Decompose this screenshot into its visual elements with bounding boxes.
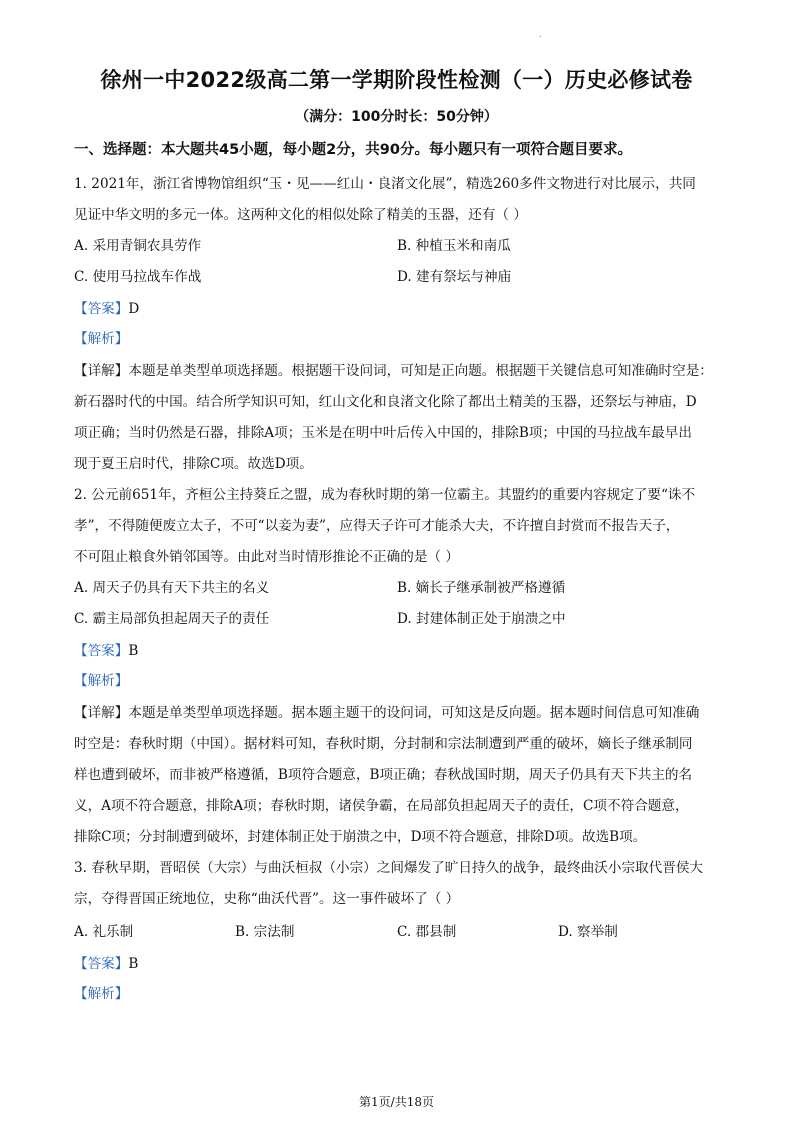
q3-option-c: C. 郡县制 <box>397 924 457 940</box>
q2-answer-label: 答案 <box>87 643 115 659</box>
page-footer: 第1页/共18页 <box>359 1095 434 1109</box>
q3-stem-line-1: 3. 春秋早期，晋昭侯（大宗）与曲沃桓叔（小宗）之间爆发了旷日持久的战争，最终曲沃小宗取代晋侯大 <box>74 860 704 876</box>
q2-answer-bracket-open: 【 <box>74 643 88 659</box>
q2-analysis-bracket-open: 【 <box>74 673 88 689</box>
q1-detail-line-2: 新石器时代的中国。结合所学知识可知，红山文化和良渚文化除了都出土精美的玉器，还祭坛与神庙，D <box>74 394 697 410</box>
q1-stem-line-1: 1. 2021年，浙江省博物馆组织“玉・见——红山・良渚文化展”，精选260多件文物进行对比展示，共同 <box>74 176 696 192</box>
q1-detail-line-4: 现于夏王启时代，排除C项。故选D项。 <box>74 456 313 472</box>
q1-answer-value: D <box>128 301 140 317</box>
q3-answer-label: 答案 <box>87 956 115 972</box>
q2-detail-line-5: 排除C项；分封制遭到破坏，封建体制正处于崩溃之中，D项不符合题意，排除D项。故选B项。 <box>74 829 647 845</box>
q3-stem-line-2: 宗，夺得晋国正统地位，史称“曲沃代晋”。这一事件破坏了（ ） <box>74 891 460 907</box>
q2-stem-line-2: 孝”，不得随便废立太子，不可“以妾为妻”，应得天子许可才能杀大夫，不许擅自封赏而不报告天子， <box>74 518 680 534</box>
q1-answer-bracket-close: 】 <box>114 301 129 317</box>
q3-analysis-bracket-close: 】 <box>114 986 129 1002</box>
q2-answer-value: B <box>128 643 139 659</box>
q1-detail-word: 详解 <box>87 363 115 379</box>
q3-option-b: B. 宗法制 <box>235 924 295 940</box>
q2-option-b: B. 嫡长子继承制被严格遵循 <box>397 580 566 596</box>
q2-analysis-label <box>74 669 128 689</box>
q3-answer-bracket-open: 【 <box>74 956 88 972</box>
q1-option-a: A. 采用青铜农具劳作 <box>74 238 202 254</box>
q1-analysis-word: 解析 <box>87 331 115 347</box>
q3-answer-value: B <box>128 956 139 972</box>
q1-detail-line-3: 项正确；当时仍然是石器，排除A项；玉米是在明中叶后传入中国的，排除B项；中国的马拉战车最早出 <box>74 425 692 441</box>
q1-option-d: D. 建有祭坛与神庙 <box>397 269 512 285</box>
q2-detail-line-3: 样也遭到破坏，而非被严格遵循，B项符合题意，B项正确；春秋战国时期，周天子仍具有天下共主的名 <box>74 767 693 783</box>
q2-stem-line-3: 不可阻止粮食外销邻国等。由此对当时情形推论不正确的是（ ） <box>74 549 459 565</box>
q3-analysis-label <box>74 982 128 1002</box>
q2-answer <box>74 639 138 659</box>
q1-answer <box>74 297 139 317</box>
q2-detail-bracket-close: 】 <box>114 705 129 721</box>
q1-answer-bracket-open: 【 <box>74 301 88 317</box>
q1-stem-line-2: 见证中华文明的多元一体。这两种文化的相似处除了精美的玉器，还有（ ） <box>74 207 527 223</box>
q2-detail-line-4: 义，A项不符合题意，排除A项；春秋时期，诸侯争霸，在局部负担起周天子的责任，C项不符合题意， <box>74 798 689 814</box>
q1-detail-text-1: 本题是单类型单项选择题。根据题干设问词，可知是正向题。根据题干关键信息可知准确时空是： <box>128 363 713 379</box>
q2-detail-text-1: 本题是单类型单项选择题。据本题主题干的设问词，可知这是反向题。据本题时间信息可知准确 <box>128 705 700 721</box>
q3-answer-bracket-close: 】 <box>114 956 129 972</box>
q2-detail-line-2: 时空是：春秋时期（中国）。据材料可知，春秋时期，分封制和宗法制遭到严重的破坏，嫡长子继承制同 <box>74 736 693 752</box>
q1-analysis-label <box>74 327 128 347</box>
q3-analysis-bracket-open: 【 <box>74 986 88 1002</box>
exam-subtitle: （满分：100分时长：50分钟） <box>295 109 498 125</box>
q3-answer <box>74 952 138 972</box>
q1-option-b: B. 种植玉米和南瓜 <box>397 238 511 254</box>
q2-option-c: C. 霸主局部负担起周天子的责任 <box>74 611 270 627</box>
q2-option-d: D. 封建体制正处于崩溃之中 <box>397 611 566 627</box>
q1-analysis-bracket-close: 】 <box>114 331 129 347</box>
q2-stem-line-1: 2. 公元前651年，齐桓公主持葵丘之盟，成为春秋时期的第一位霸主。其盟约的重要内容规定了要“诛不 <box>74 487 696 503</box>
q1-detail-bracket-open: 【 <box>74 363 88 379</box>
q1-option-c: C. 使用马拉战车作战 <box>74 269 202 285</box>
q2-analysis-word: 解析 <box>87 673 115 689</box>
q3-analysis-word: 解析 <box>87 986 115 1002</box>
q3-option-d: D. 察举制 <box>558 924 618 940</box>
q2-answer-bracket-close: 】 <box>114 643 129 659</box>
q1-detail-bracket-close: 】 <box>114 363 129 379</box>
q2-analysis-bracket-close: 】 <box>114 673 129 689</box>
exam-title: 徐州一中2022级高二第一学期阶段性检测（一）历史必修试卷 <box>100 68 693 92</box>
q3-option-a: A. 礼乐制 <box>74 924 134 940</box>
q2-detail-bracket-open: 【 <box>74 705 88 721</box>
q1-detail-line-1 <box>74 359 713 379</box>
q2-detail-word: 详解 <box>87 705 115 721</box>
q2-option-a: A. 周天子仍具有天下共主的名义 <box>74 580 270 596</box>
q1-answer-label: 答案 <box>87 301 115 317</box>
q1-analysis-bracket-open: 【 <box>74 331 88 347</box>
section-heading: 一、选择题：本大题共45小题，每小题2分，共90分。每小题只有一项符合题目要求。 <box>74 142 632 158</box>
header-dot: . <box>539 30 542 39</box>
q2-detail-line-1 <box>74 701 699 721</box>
